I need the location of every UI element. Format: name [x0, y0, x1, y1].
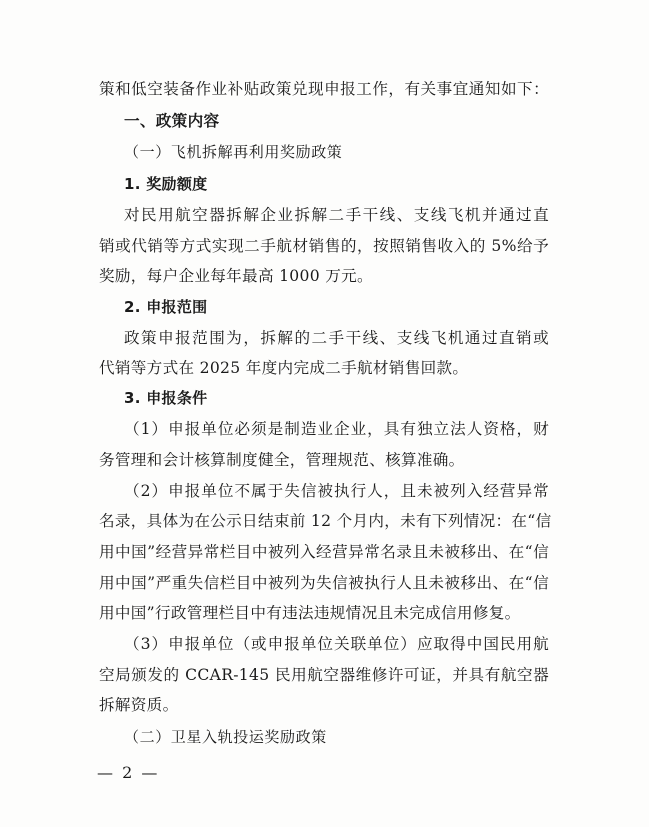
page-number: — 2 —: [97, 763, 160, 782]
body-text-line: 对民用航空器拆解企业拆解二手干线、支线飞机并通过直: [124, 206, 549, 224]
subsection-heading: （二）卫星入轨投运奖励政策: [124, 728, 327, 746]
item-heading: 2. 申报范围: [124, 298, 208, 316]
body-text-line: 用中国”严重失信栏目中被列为失信被执行人且未被移出、在“信: [99, 574, 549, 592]
section-heading: 一、政策内容: [124, 112, 220, 130]
subsection-heading: （一）飞机拆解再利用奖励政策: [124, 143, 343, 161]
body-text-line: 名录，具体为在公示日结束前 12 个月内，未有下列情况：在“信: [99, 512, 552, 530]
item-heading: 3. 申报条件: [124, 389, 208, 407]
body-text-line: 代销等方式在 2025 年度内完成二手航材销售回款。: [99, 359, 469, 377]
body-text-line: （3）申报单位（或申报单位关联单位）应取得中国民用航: [124, 635, 549, 653]
body-text-line: 政策申报范围为，拆解的二手干线、支线飞机通过直销或: [124, 329, 549, 347]
body-text-line: 销或代销等方式实现二手航材销售的，按照销售收入的 5%给予: [99, 237, 549, 255]
body-text-line: 务管理和会计核算制度健全，管理规范、核算准确。: [99, 451, 465, 469]
body-text-line: 拆解资质。: [99, 696, 179, 714]
body-text-line: 用中国”经营异常栏目中被列入经营异常名录且未被移出、在“信: [99, 543, 549, 561]
body-text-line: （2）申报单位不属于失信被执行人，且未被列入经营异常: [124, 482, 549, 500]
body-text-line: 用中国”行政管理栏目中有违法违规情况且未完成信用修复。: [99, 604, 521, 622]
body-text-line: 策和低空装备作业补贴政策兑现申报工作，有关事宜通知如下：: [99, 80, 549, 98]
body-text-line: 奖励，每户企业每年最高 1000 万元。: [99, 267, 373, 285]
body-text-line: 空局颁发的 CCAR-145 民用航空器维修许可证，并具有航空器: [99, 666, 549, 684]
item-heading: 1. 奖励额度: [124, 175, 208, 193]
body-text-line: （1）申报单位必须是制造业企业，具有独立法人资格，财: [124, 420, 549, 438]
